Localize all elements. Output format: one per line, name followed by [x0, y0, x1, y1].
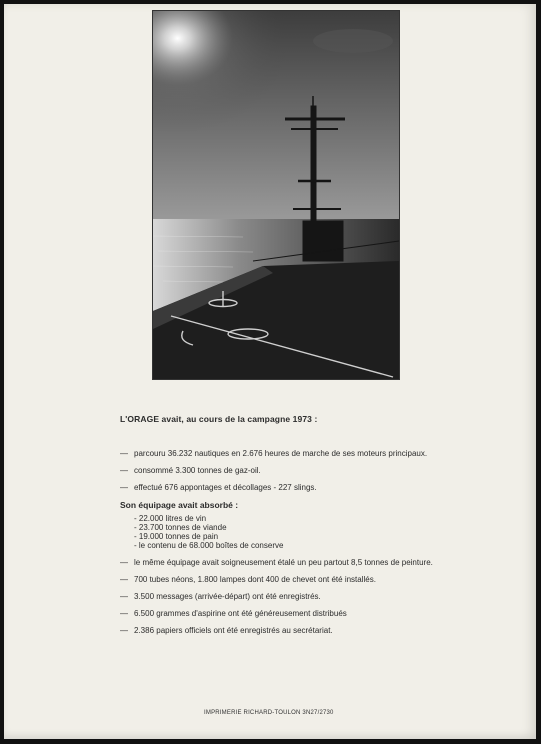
list-item-text: 2.386 papiers officiels ont été enregistrés au secrétariat.: [134, 626, 333, 635]
list-item-text: le même équipage avait soigneusement étalé un peu partout 8,5 tonnes de peinture.: [134, 558, 433, 567]
sub-item: - 23.700 tonnes de viande: [134, 523, 227, 532]
crew-sublist: [120, 514, 450, 550]
dash-bullet: —: [120, 558, 128, 567]
dash-bullet: —: [120, 449, 128, 458]
dash-bullet: —: [120, 466, 128, 475]
dash-bullet: —: [120, 483, 128, 492]
sub-item: - 19.000 tonnes de pain: [134, 532, 219, 541]
list-item-text: 700 tubes néons, 1.800 lampes dont 400 de chevet ont été installés.: [134, 575, 376, 584]
list-item: [120, 466, 450, 476]
list-item: [120, 609, 450, 619]
ship-deck-photo: [152, 10, 400, 380]
dash-bullet: —: [120, 575, 128, 584]
crew-subheading: Son équipage avait absorbé :: [120, 500, 239, 510]
dash-bullet: —: [120, 592, 128, 601]
dash-bullet: —: [120, 609, 128, 618]
list-item-text: 3.500 messages (arrivée-départ) ont été enregistrés.: [134, 592, 321, 601]
list-item: [120, 449, 450, 459]
ship-deck-photo-graphic: [153, 11, 399, 379]
list-item: [120, 575, 450, 585]
document-page: [4, 4, 536, 739]
list-item-text: 6.500 grammes d'aspirine ont été généreusement distribués: [134, 609, 347, 618]
sub-item: - le contenu de 68.000 boîtes de conserve: [134, 541, 284, 550]
intro-heading: L'ORAGE avait, au cours de la campagne 1973 :: [120, 414, 318, 424]
list-item-text: effectué 676 appontages et décollages - 227 slings.: [134, 483, 317, 492]
list-item-text: parcouru 36.232 nautiques en 2.676 heures de marche de ses moteurs principaux.: [134, 449, 428, 458]
list-item: [120, 483, 450, 493]
printer-imprint: IMPRIMERIE RICHARD-TOULON 3N27/2730: [204, 710, 334, 716]
list-item: [120, 626, 450, 636]
list-item: [120, 592, 450, 602]
list-item-text: consommé 3.300 tonnes de gaz-oil.: [134, 466, 261, 475]
statistics-list: [120, 449, 450, 643]
dash-bullet: —: [120, 626, 128, 635]
list-item: [120, 558, 450, 568]
sub-item: - 22.000 litres de vin: [134, 514, 207, 523]
